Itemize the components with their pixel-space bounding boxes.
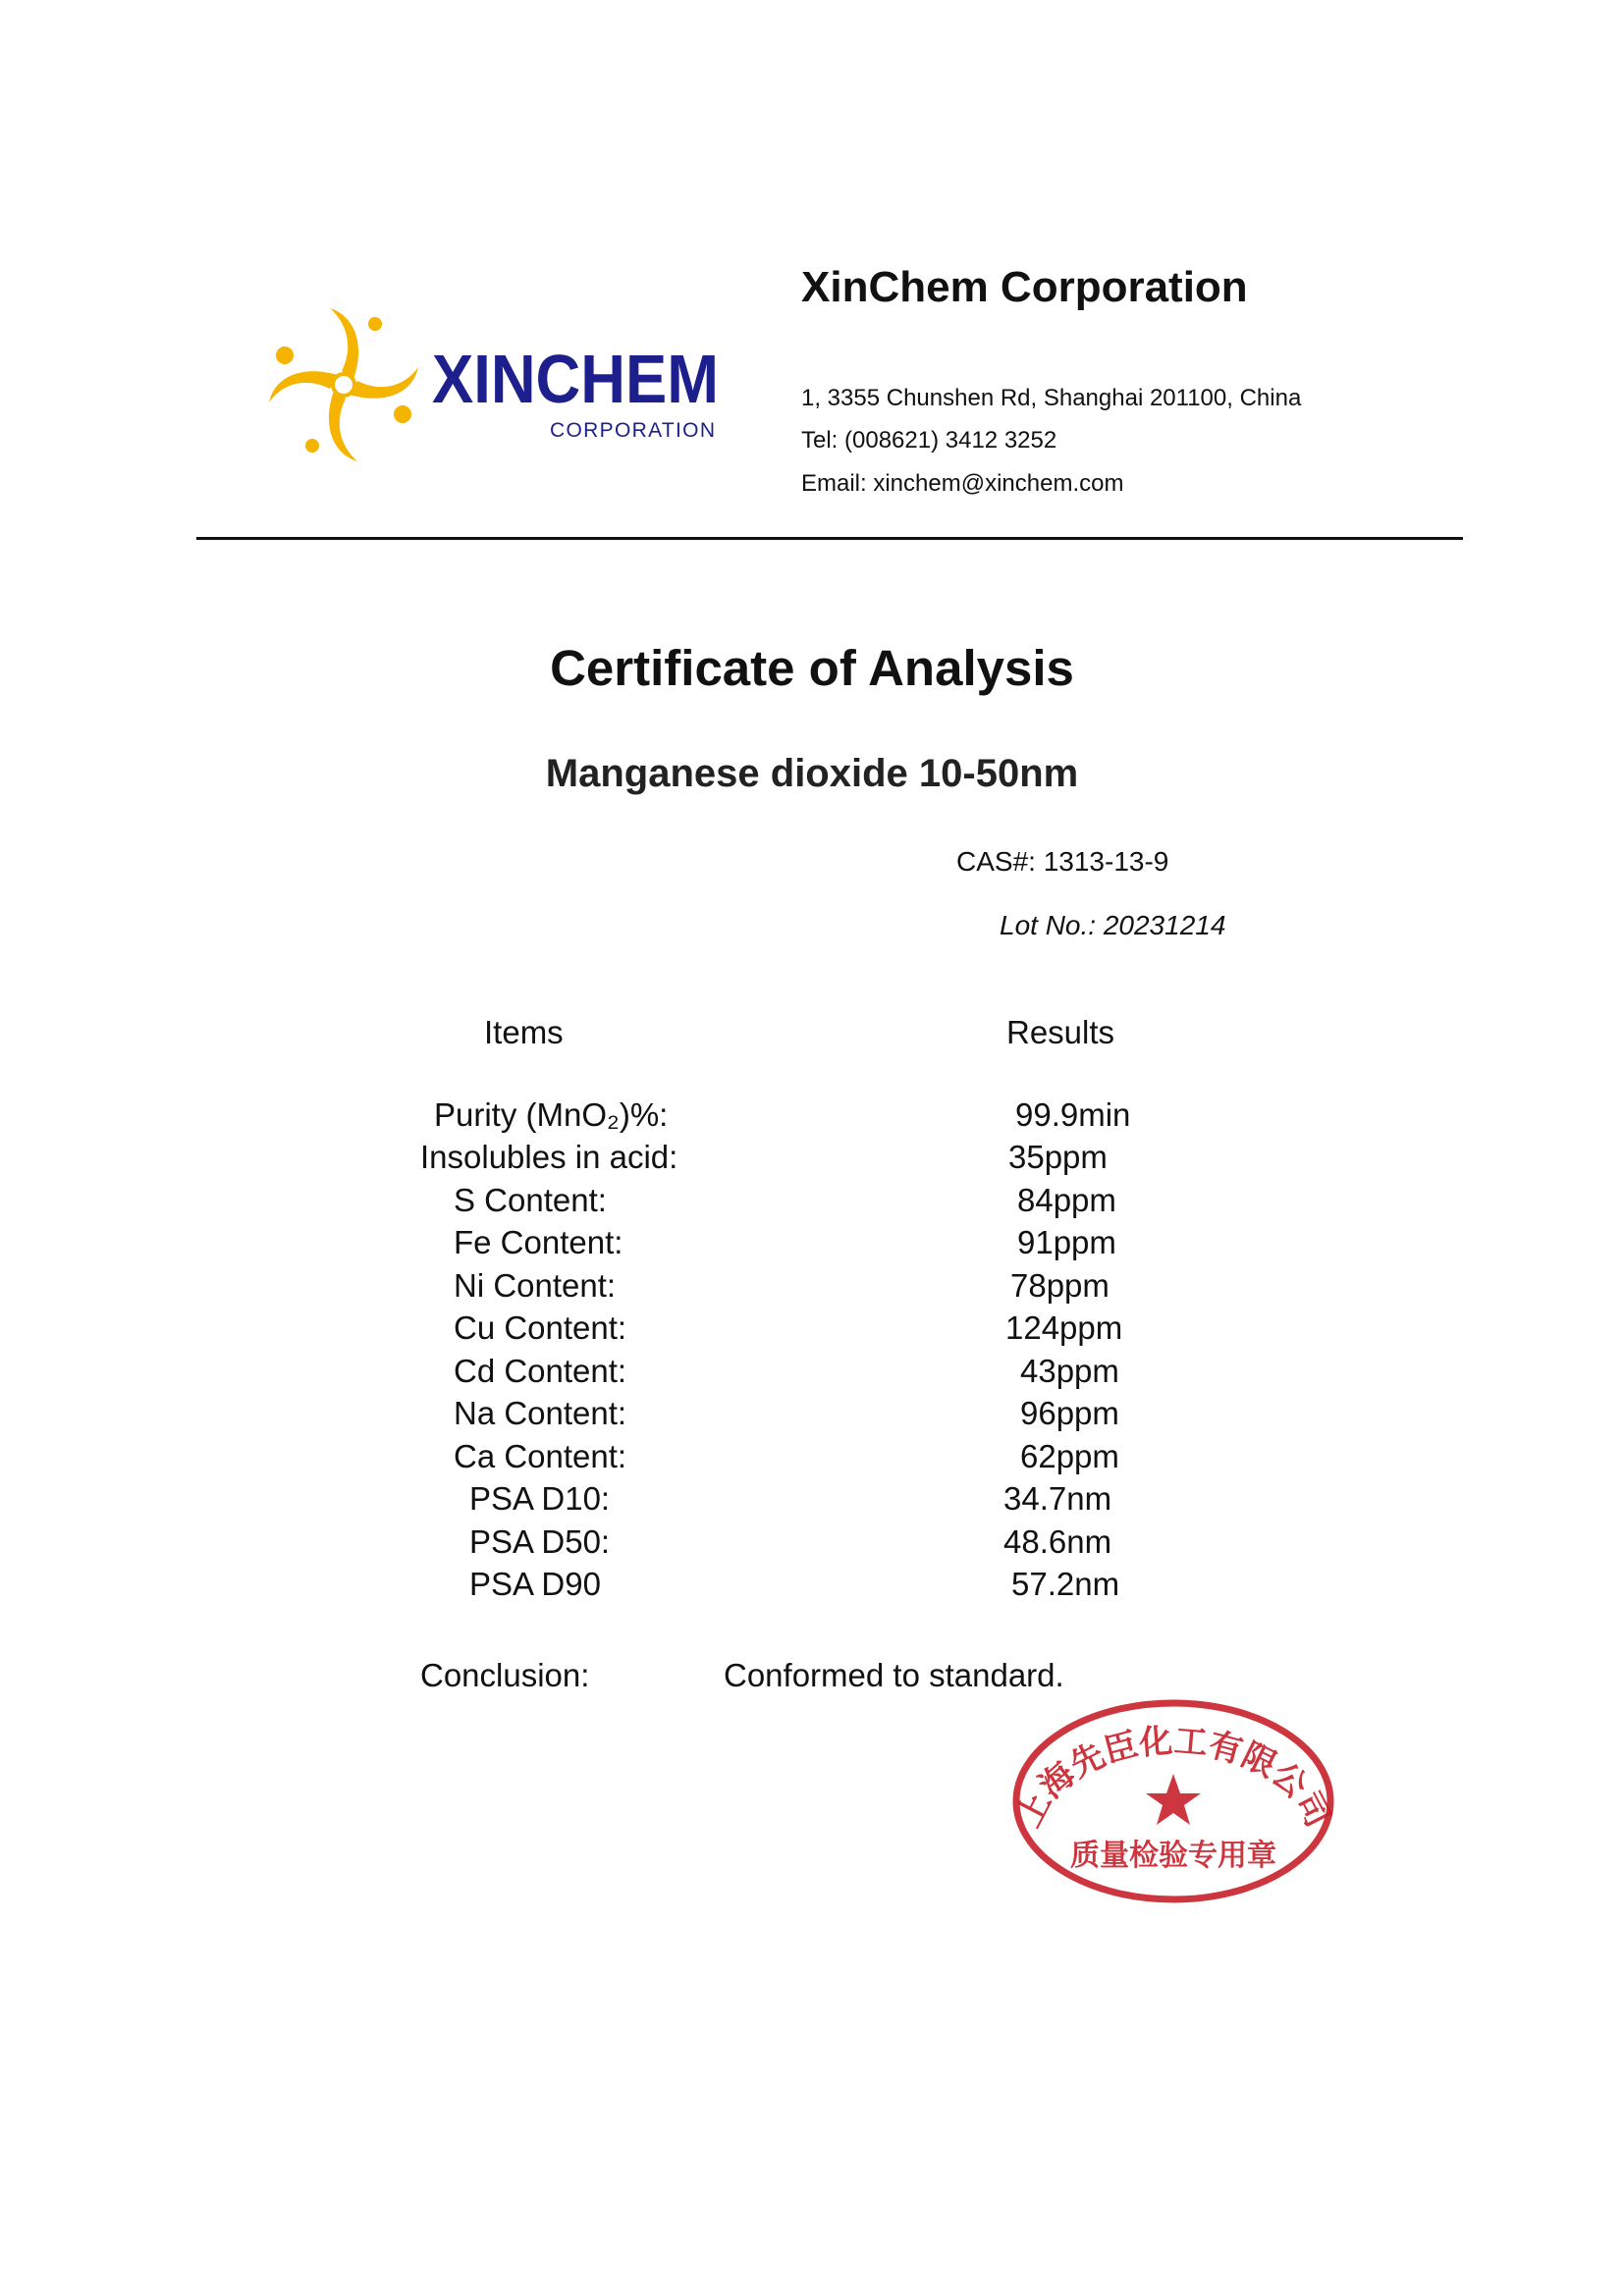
xinchem-logo	[265, 294, 727, 471]
table-row-item: PSA D10:	[469, 1480, 611, 1517]
table-row-result: 57.2nm	[1011, 1566, 1120, 1602]
company-tel: Tel: (008621) 3412 3252	[801, 427, 1057, 454]
company-name: XinChem Corporation	[801, 263, 1248, 311]
stamp-bottom-text: 质量检验专用章	[1070, 1839, 1276, 1873]
conclusion-value: Conformed to standard.	[724, 1657, 1064, 1693]
pinwheel-icon	[269, 308, 418, 461]
company-email: Email: xinchem@xinchem.com	[801, 470, 1124, 497]
table-row-item: Ni Content:	[454, 1267, 617, 1304]
table-row-result: 96ppm	[1020, 1395, 1119, 1431]
table-row-result: 43ppm	[1020, 1353, 1119, 1389]
table-row-result: 48.6nm	[1003, 1523, 1112, 1560]
document-title: Certificate of Analysis	[550, 640, 1074, 696]
header-divider	[196, 537, 1463, 540]
table-row-item: Na Content:	[454, 1395, 627, 1431]
table-row-item: Insolubles in acid:	[420, 1139, 678, 1175]
table-row-result: 124ppm	[1005, 1309, 1123, 1346]
table-row-item: Cu Content:	[454, 1309, 627, 1346]
results-header: Results	[1006, 1014, 1115, 1050]
company-address: 1, 3355 Chunshen Rd, Shanghai 201100, China	[801, 385, 1302, 411]
table-row-result: 91ppm	[1017, 1224, 1116, 1260]
table-row-item: Ca Content:	[454, 1438, 627, 1474]
product-name: Manganese dioxide 10-50nm	[545, 752, 1079, 795]
logo-subtext: CORPORATION	[550, 419, 715, 442]
conclusion-label: Conclusion:	[420, 1657, 590, 1693]
table-row-result: 62ppm	[1020, 1438, 1119, 1474]
table-row-item: Fe Content:	[454, 1224, 623, 1260]
table-row-result: 78ppm	[1010, 1267, 1110, 1304]
table-row-item: Cd Content:	[454, 1353, 627, 1389]
table-row-result: 84ppm	[1017, 1182, 1116, 1218]
stamp-top-text: 上海先臣化工有限公司	[1008, 1721, 1338, 1834]
table-row-item: S Content:	[454, 1182, 607, 1218]
lot-number: Lot No.: 20231214	[1000, 910, 1226, 940]
table-row-item: PSA D90	[469, 1566, 601, 1602]
star-icon	[1146, 1774, 1201, 1825]
items-header: Items	[484, 1014, 564, 1050]
company-seal-stamp	[1001, 1683, 1345, 1909]
logo-wordmark: XINCHEM	[432, 341, 719, 417]
table-row-item: Purity (MnO₂)%:	[434, 1096, 669, 1133]
table-row-result: 99.9min	[1015, 1096, 1131, 1133]
table-row-item: PSA D50:	[469, 1523, 611, 1560]
table-row-result: 34.7nm	[1003, 1480, 1112, 1517]
cas-number: CAS#: 1313-13-9	[956, 846, 1169, 877]
table-row-result: 35ppm	[1008, 1139, 1108, 1175]
